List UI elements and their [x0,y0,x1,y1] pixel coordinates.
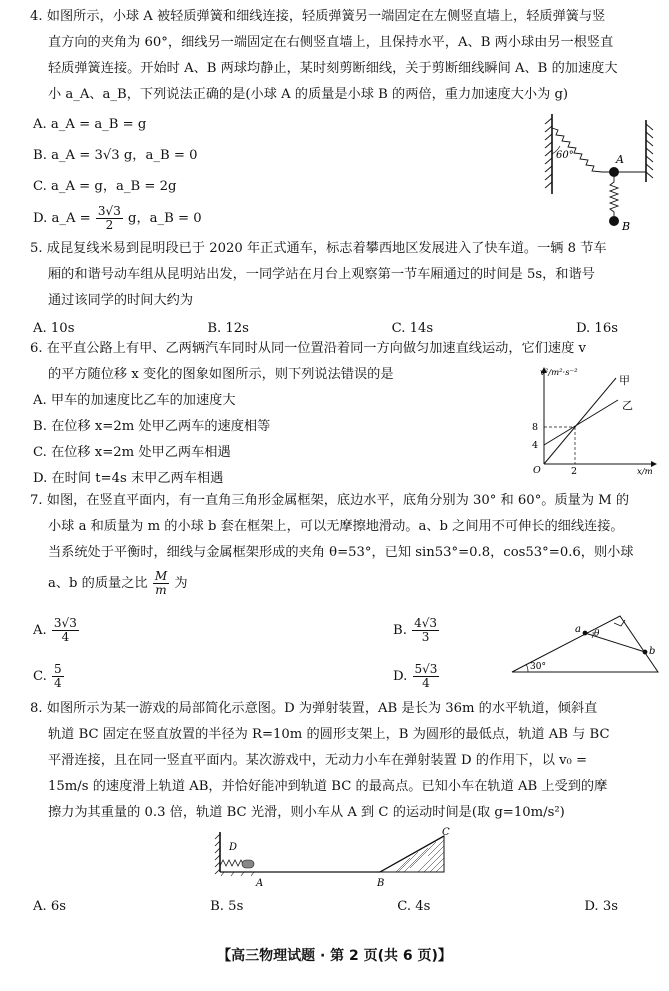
q6-label-yi: 乙 [622,399,633,412]
q7-stem-line-4-prefix: a、b 的质量之比 [48,576,148,591]
q7-option-d-label: D. [393,669,408,684]
q6-option-d: D. 在时间 t=4s 末甲乙两车相遇 [33,471,224,486]
q6-tick-8: 8 [532,422,539,433]
q7-stem-line-4 [30,570,655,597]
q7-option-b-denominator: 3 [421,630,430,644]
q7-angle-label: 30° [530,662,546,672]
q5-option-c: C. 14s [391,321,434,336]
q8-stem-line-3: 平滑连接，且在同一竖直平面内。某次游戏中，无动力小车在弹射装置 D 的作用下，以 v₀ = [48,753,588,768]
q4-spring-figure [540,112,660,237]
q8-track-bc [380,836,444,872]
q8-track-figure [214,826,452,892]
q7-option-d-denominator: 4 [422,676,430,690]
q6-label-jia: 甲 [619,374,630,387]
q7-option-a [33,617,80,644]
q4-ball-a-label: A [616,153,624,166]
q7-option-c-numerator: 5 [54,662,62,676]
q7-option-c-denominator: 4 [54,676,62,690]
q8-option-c: C. 4s [397,899,431,914]
q6-tick-4: 4 [532,440,539,451]
q7-option-d-numerator: 5√3 [414,662,438,676]
q4-ball-b [609,216,619,226]
q4-stem-line-3: 轻质弹簧连接。开始时 A、B 两球均静止，某时刻剪断细线，关于剪断细线瞬间 A、B 的加速度大 [48,61,618,76]
q4-stem-line-2: 直方向的夹角为 60°，细线另一端固定在右侧竖直墙上，且保持水平，A、B 两小球由另一根竖直 [48,35,614,50]
q6-option-b: B. 在位移 x=2m 处甲乙两车的速度相等 [33,419,271,434]
question-8 [30,696,655,826]
page-footer: 【高三物理试题 · 第 2 页(共 6 页)】 [217,948,452,964]
q4-option-b: B. a_A = 3√3 g，a_B = 0 [33,148,198,163]
q7-option-a-numerator: 3√3 [53,616,77,630]
q7-ball-a-label: a [575,624,581,635]
q7-option-c [33,663,65,690]
q4-option-d-suffix: g，a_B = 0 [128,211,202,226]
q8-stem-line-2: 轨道 BC 固定在竖直放置的半径为 R=10m 的圆形支架上，B 为圆形的最低点，轨道 AB 与 BC [48,727,610,742]
q5-option-d: D. 16s [575,321,618,336]
q7-option-b-label: B. [393,623,407,638]
q5-stem-line-2: 厢的和谐号动车组从昆明站出发，一同学站在月台上观察第一节车厢通过的时间是 5s，和谐号 [48,267,595,282]
q7-stem-line-4-suffix: 为 [174,576,188,591]
q7-theta-label: θ [594,629,600,639]
q6-tick-2: 2 [571,466,578,476]
q8-point-c-label: C [442,827,450,838]
q7-option-b-numerator: 4√3 [414,616,438,630]
q8-launcher-spring [220,860,244,866]
q7-option-c-fraction [52,663,64,690]
q8-option-d: D. 3s [584,899,618,914]
q6-stem-line-2: 的平方随位移 x 变化的图象如图所示，则下列说法错误的是 [48,367,394,382]
q4-angle-label: 60° [556,150,574,161]
q4-ball-a [609,167,619,177]
q6-option-a: A. 甲车的加速度比乙车的加速度大 [33,393,236,408]
q5-stem-line-1: 5. 成昆复线米易到昆明段已于 2020 年正式通车，标志着攀西地区发展进入了快车道。一辆 8 节车 [30,241,607,256]
q4-stem-line-1: 4. 如图所示，小球 A 被轻质弹簧和细线连接，轻质弹簧另一端固定在左侧竖直墙上，轻质弹簧与竖 [30,9,606,24]
q4-option-d-fraction [96,205,123,232]
q6-x-axis-label: x/m [637,467,653,476]
q6-stem-line-1: 6. 在平直公路上有甲、乙两辆汽车同时从同一位置沿着同一方向做匀加速直线运动，它们速度 v [30,341,586,356]
q7-option-b-fraction [412,617,439,644]
q8-stem-line-4: 15m/s 的速度滑上轨道 AB，并恰好能冲到轨道 BC 的最高点。已知小车在轨道 AB 上受到的摩 [48,779,608,794]
q8-point-b-label: B [377,878,385,889]
q8-point-a-label: A [256,878,264,889]
q8-stem-line-1: 8. 如图所示为某一游戏的局部简化示意图。D 为弹射装置，AB 是长为 36m 的水平轨道，倾斜直 [30,701,598,716]
q4-ball-b-label: B [622,220,631,233]
q4-option-d-denominator: 2 [105,218,114,232]
q7-stem-line-3: 当系统处于平衡时，细线与金属框架形成的夹角 θ=53°，已知 sin53°=0.8，cos53°=0.6，则小球 [48,545,634,560]
q7-option-b [393,617,440,644]
q7-option-a-denominator: 4 [61,630,70,644]
q7-mass-ratio-numerator: M [154,569,168,583]
question-7 [30,488,655,597]
q6-line-jia [544,378,616,464]
q7-mass-ratio-denominator: m [155,583,167,597]
q7-option-d-fraction [413,663,440,690]
q4-option-d-numerator: 3√3 [97,204,121,218]
q8-toy-car [242,860,254,868]
q8-options [33,894,618,920]
question-5 [30,236,650,342]
q8-stem-line-5: 擦力为其重量的 0.3 倍，轨道 BC 光滑，则小车从 A 到 C 的运动时间是(取 g=10m/s²) [48,805,565,820]
q6-origin-label: O [533,465,541,476]
q4-lower-spring [610,177,618,216]
q6-option-c: C. 在位移 x=2m 处甲乙两车相遇 [33,445,231,460]
q7-triangle-figure [508,612,662,678]
q5-stem-line-3: 通过该同学的时间大约为 [48,293,194,308]
q8-launcher-label: D [229,842,238,853]
q7-option-a-label: A. [33,623,47,638]
q5-option-b: B. 12s [207,321,249,336]
q4-option-a: A. a_A = a_B = g [33,117,147,132]
q7-option-c-label: C. [33,669,47,684]
q7-stem-line-1: 7. 如图，在竖直平面内，有一直角三角形金属框架，底边水平，底角分别为 30° 和 60°。质量为 M 的 [30,493,630,508]
q6-line-yi [544,400,618,445]
q4-stem-line-4: 小 a_A、a_B，下列说法正确的是(小球 A 的质量是小球 B 的两倍，重力加速度大小为 g) [48,87,569,102]
q8-option-b: B. 5s [210,899,244,914]
q7-stem-line-2: 小球 a 和质量为 m 的小球 b 套在框架上，可以无摩擦地滑动。a、b 之间用不可伸长的细线连接。 [48,519,624,534]
q7-mass-ratio-fraction [153,570,169,597]
q6-y-axis-label: v²/m²·s⁻² [540,368,578,378]
q5-option-a: A. 10s [33,321,75,336]
q7-option-d [393,663,440,690]
q4-option-d-prefix: D. a_A = [33,211,91,226]
q8-option-a: A. 6s [33,899,67,914]
q7-ball-b-label: b [649,646,656,657]
q4-option-c: C. a_A = g，a_B = 2g [33,179,177,194]
q7-option-a-fraction [52,617,79,644]
q6-v2-x-graph [528,364,662,476]
